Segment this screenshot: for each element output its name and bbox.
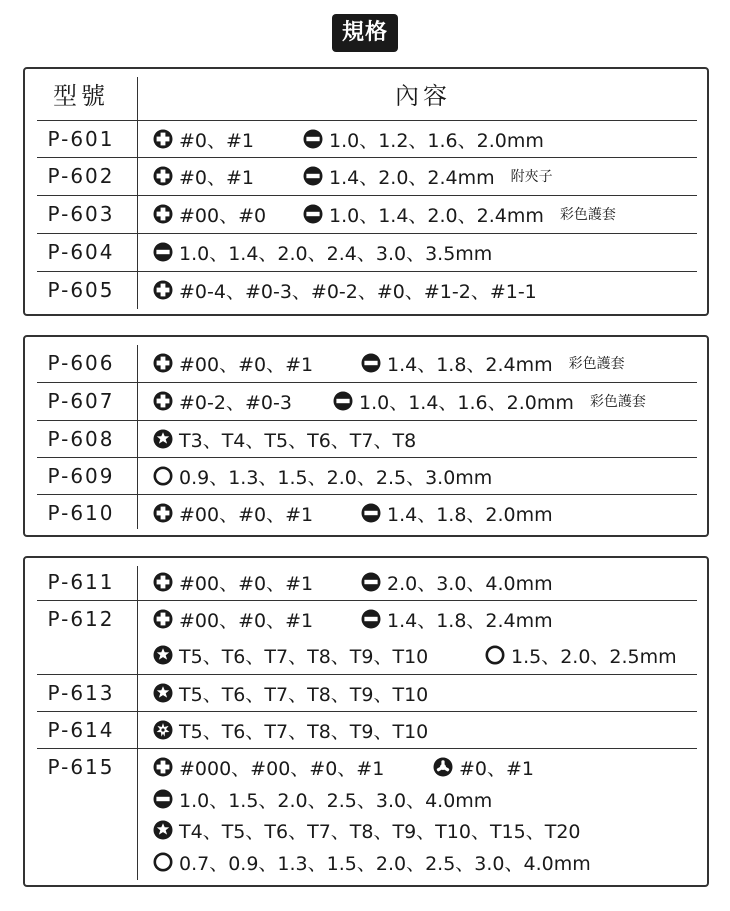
torx-security-icon: [153, 720, 173, 740]
table-row: [25, 712, 709, 749]
slotted-icon: [361, 572, 381, 592]
phillips-icon: [153, 503, 173, 523]
phillips-icon: [153, 166, 173, 186]
row-content-line: [153, 751, 535, 783]
spec-item: 1.4、1.8、2.4mm 彩色護套: [361, 350, 625, 377]
model-number: P-604: [47, 240, 115, 264]
spec-item: #00、#0、#1: [153, 569, 313, 596]
model-number: P-602: [47, 164, 115, 188]
spec-item: 1.5、2.0、2.5mm: [485, 642, 677, 669]
phillips-icon: [153, 353, 173, 373]
model-number: P-608: [47, 427, 115, 451]
slotted-icon: [303, 166, 323, 186]
table-row: [25, 272, 709, 310]
slotted-icon: [153, 242, 173, 262]
header-model: 型號: [53, 82, 109, 110]
spec-item: T3、T4、T5、T6、T7、T8: [153, 426, 416, 453]
row-content-line: [153, 603, 553, 635]
spec-item: #0-4、#0-3、#0-2、#0、#1-2、#1-1: [153, 277, 537, 304]
table-row: [25, 158, 709, 196]
table-row: [25, 121, 709, 158]
spec-item: T5、T6、T7、T8、T9、T10: [153, 642, 428, 669]
note-text: 彩色護套: [559, 207, 616, 223]
row-content-line: [153, 846, 591, 878]
row-content: [153, 234, 709, 270]
slotted-icon: [303, 204, 323, 224]
table-row: [25, 234, 709, 272]
row-content: [153, 345, 709, 381]
spec-item: 1.0、1.4、2.0、2.4、3.0、3.5mm: [153, 239, 492, 266]
spec-item: T5、T6、T7、T8、T9、T10: [153, 717, 428, 744]
slotted-icon: [361, 503, 381, 523]
spec-item: #0-2、#0-3: [153, 388, 292, 415]
model-number: P-607: [47, 389, 115, 413]
hex-icon: [153, 852, 173, 872]
model-number: P-609: [47, 464, 115, 488]
spec-item: 1.0、1.4、2.0、2.4mm 彩色護套: [303, 201, 616, 228]
row-content: [153, 158, 709, 194]
table-row: [25, 601, 709, 675]
table-row: [25, 495, 709, 533]
model-number: P-613: [47, 681, 115, 705]
phillips-icon: [153, 391, 173, 411]
phillips-icon: [153, 204, 173, 224]
row-content: [153, 712, 709, 748]
page-title: 規格: [332, 14, 398, 52]
spec-table-2: [23, 335, 709, 537]
spec-item: T5、T6、T7、T8、T9、T10: [153, 680, 428, 707]
row-content: [153, 458, 709, 494]
spec-item: #0、#1: [153, 126, 254, 153]
note-text: 彩色護套: [568, 356, 625, 372]
spec-item: 1.4、1.8、2.4mm: [361, 606, 553, 633]
row-content: [153, 564, 709, 600]
spec-item: 2.0、3.0、4.0mm: [361, 569, 553, 596]
spec-item: 1.0、1.5、2.0、2.5、3.0、4.0mm: [153, 786, 492, 813]
note-text: 附夾子: [510, 169, 553, 185]
table-row: [25, 196, 709, 234]
phillips-icon: [153, 129, 173, 149]
hex-icon: [485, 645, 505, 665]
spec-item: 1.0、1.2、1.6、2.0mm: [303, 126, 544, 153]
row-content: [153, 675, 709, 711]
model-number: P-612: [47, 607, 115, 631]
spec-item: 0.9、1.3、1.5、2.0、2.5、3.0mm: [153, 463, 492, 490]
spec-item: #00、#0、#1: [153, 500, 313, 527]
row-content: [153, 121, 709, 157]
spec-item: 1.4、1.8、2.0mm: [361, 500, 553, 527]
table-row: [25, 564, 709, 601]
spec-item: #00、#0: [153, 201, 266, 228]
spec-item: 0.7、0.9、1.3、1.5、2.0、2.5、3.0、4.0mm: [153, 849, 591, 876]
row-content: [153, 421, 709, 457]
torx-icon: [153, 429, 173, 449]
slotted-icon: [303, 129, 323, 149]
slotted-icon: [153, 789, 173, 809]
phillips-icon: [153, 757, 173, 777]
spec-item: 1.4、2.0、2.4mm 附夾子: [303, 163, 553, 190]
model-number: P-610: [47, 501, 115, 525]
model-number: P-606: [47, 351, 115, 375]
row-content-line: [153, 783, 492, 815]
note-text: 彩色護套: [589, 394, 646, 410]
slotted-icon: [333, 391, 353, 411]
spec-table-3: [23, 556, 709, 887]
hex-icon: [153, 466, 173, 486]
model-number: P-614: [47, 718, 115, 742]
phillips-icon: [153, 572, 173, 592]
slotted-icon: [361, 609, 381, 629]
slotted-icon: [361, 353, 381, 373]
table-row: [25, 458, 709, 495]
header-row: [25, 71, 709, 121]
model-number: P-615: [47, 755, 115, 779]
spec-item: 1.0、1.4、1.6、2.0mm 彩色護套: [333, 388, 646, 415]
row-content: [153, 196, 709, 232]
spec-item: T4、T5、T6、T7、T8、T9、T10、T15、T20: [153, 817, 581, 844]
phillips-icon: [153, 280, 173, 300]
table-row: [25, 675, 709, 712]
table-row: [25, 383, 709, 421]
model-number: P-611: [47, 570, 115, 594]
row-content: [153, 272, 709, 308]
spec-item: #00、#0、#1: [153, 606, 313, 633]
model-number: P-605: [47, 278, 115, 302]
table-row: [25, 749, 709, 883]
table-row: [25, 421, 709, 458]
spec-table-1: [23, 67, 709, 316]
header-content: 內容: [395, 82, 451, 110]
table-row: [25, 345, 709, 383]
spec-item: #00、#0、#1: [153, 350, 313, 377]
spec-item: #000、#00、#0、#1: [153, 754, 384, 781]
tri-wing-icon: [433, 757, 453, 777]
row-content-line: [153, 814, 581, 846]
torx-icon: [153, 820, 173, 840]
torx-icon: [153, 683, 173, 703]
model-number: P-601: [47, 127, 115, 151]
phillips-icon: [153, 609, 173, 629]
spec-item: #0、#1: [433, 754, 534, 781]
row-content: [153, 383, 709, 419]
model-number: P-603: [47, 202, 115, 226]
spec-item: #0、#1: [153, 163, 254, 190]
torx-icon: [153, 645, 173, 665]
row-content: [153, 495, 709, 531]
row-content-line: [153, 639, 677, 671]
